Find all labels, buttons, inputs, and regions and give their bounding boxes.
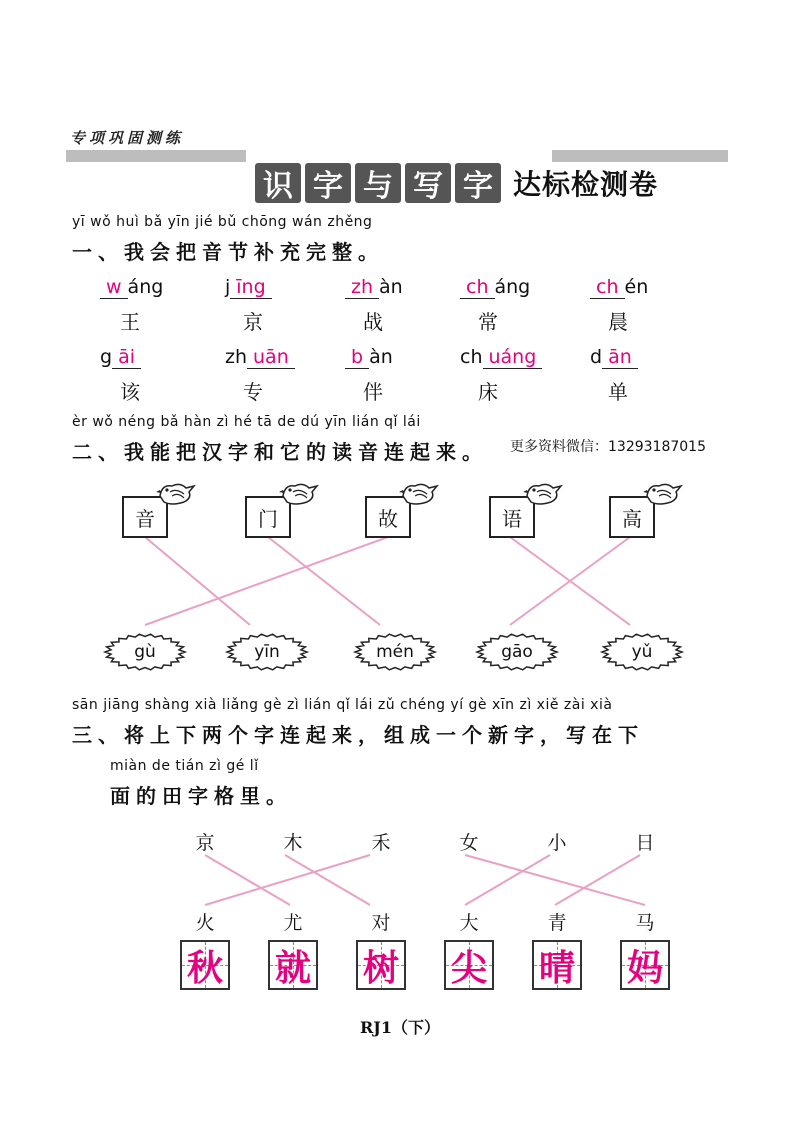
- bottom-char: 青: [547, 912, 567, 934]
- header-tag: 专项巩固测练: [70, 129, 185, 147]
- tianzige-cell: [444, 940, 494, 990]
- tianzige-cell: [356, 940, 406, 990]
- tianzige-cell: [180, 940, 230, 990]
- pinyin-cloud-label: gāo: [501, 642, 533, 662]
- bottom-char: 大: [459, 912, 479, 934]
- pinyin-cloud-label: mén: [376, 642, 414, 662]
- answer-char: 尖: [450, 946, 487, 989]
- section1-heading: 一、我会把音节补充完整。: [72, 240, 384, 264]
- bottom-char: 马: [635, 912, 655, 934]
- syllable-suffix: àn: [379, 276, 403, 298]
- answer-char: 妈: [626, 946, 663, 989]
- section2-heading: 二、我能把汉字和它的读音连起来。: [72, 440, 488, 464]
- syllable-answer: āi: [112, 346, 141, 369]
- item-hanzi: 晨: [608, 310, 628, 334]
- pinyin-cloud-label: yǔ: [631, 642, 653, 662]
- syllable-answer: uáng: [483, 346, 543, 369]
- top-char: 小: [547, 832, 567, 854]
- title-rest: 达标检测卷: [513, 168, 659, 201]
- line-yin: [145, 537, 250, 625]
- bird-icon: [156, 478, 196, 508]
- line-qiu: [205, 855, 370, 905]
- title-char: 与: [355, 163, 401, 203]
- line-men: [268, 537, 380, 625]
- syllable-prefix: ch: [460, 346, 483, 368]
- section3-heading2: 面的田字格里。: [110, 784, 292, 808]
- syllable-prefix: g: [100, 346, 113, 368]
- top-char: 女: [459, 832, 479, 854]
- hanzi-box: 音: [122, 496, 168, 538]
- answer-char: 树: [362, 946, 399, 989]
- syllable-answer: ch: [460, 276, 495, 299]
- bird-icon: [399, 478, 439, 508]
- syllable-answer: uān: [247, 346, 295, 369]
- answer-char: 就: [274, 946, 311, 989]
- hanzi-box: 故: [365, 496, 411, 538]
- top-char: 木: [283, 832, 303, 854]
- line-jian: [465, 855, 550, 905]
- tianzige-cell: [268, 940, 318, 990]
- line-jiu: [205, 855, 290, 905]
- item-hanzi: 专: [243, 380, 263, 404]
- syllable-prefix: zh: [225, 346, 248, 368]
- item-hanzi: 伴: [363, 380, 383, 404]
- section3-heading1: 三、将上下两个字连起来，组成一个新字，写在下: [72, 723, 644, 747]
- bird-icon: [523, 478, 563, 508]
- answer-char: 秋: [186, 946, 223, 989]
- top-char: 日: [635, 832, 655, 854]
- item-hanzi: 该: [120, 380, 140, 404]
- hanzi-box: 高: [609, 496, 655, 538]
- syllable-suffix: áng: [127, 276, 164, 298]
- syllable-answer: ch: [590, 276, 625, 299]
- page-footer: RJ1（下）: [359, 1018, 440, 1037]
- item-hanzi: 战: [363, 310, 383, 334]
- tianzige-cell: [532, 940, 582, 990]
- syllable-suffix: áng: [494, 276, 531, 298]
- bottom-char: 火: [195, 912, 215, 934]
- syllable-suffix: én: [624, 276, 649, 298]
- answer-char: 晴: [538, 946, 575, 989]
- syllable-answer: b: [345, 346, 369, 369]
- top-char: 禾: [371, 832, 391, 854]
- section1-pinyin: yī wǒ huì bǎ yīn jié bǔ chōng wán zhěng: [72, 214, 373, 230]
- title-char: 写: [405, 163, 451, 203]
- bird-icon: [643, 478, 683, 508]
- item-hanzi: 床: [478, 380, 498, 404]
- syllable-prefix: j: [225, 276, 231, 298]
- syllable-answer: zh: [345, 276, 379, 299]
- section3-pinyin1: sān jiāng shàng xià liǎng gè zì lián qǐ lái zǔ chéng yí gè xīn zì xiě zài xià: [72, 697, 613, 713]
- line-shu: [285, 855, 370, 905]
- section3-pinyin2: miàn de tián zì gé lǐ: [110, 758, 259, 774]
- pinyin-cloud-label: yīn: [254, 642, 280, 662]
- syllable-answer: ān: [602, 346, 638, 369]
- hanzi-box: 语: [489, 496, 535, 538]
- line-gu: [145, 537, 388, 625]
- title-char: 字: [455, 163, 501, 203]
- title-char: 识: [255, 163, 301, 203]
- item-hanzi: 单: [608, 380, 628, 404]
- line-ma: [465, 855, 645, 905]
- item-hanzi: 京: [243, 310, 263, 334]
- line-qing: [555, 855, 640, 905]
- item-hanzi: 王: [120, 310, 140, 334]
- syllable-prefix: d: [590, 346, 603, 368]
- item-hanzi: 常: [478, 310, 498, 334]
- title-char: 字: [305, 163, 351, 203]
- pinyin-cloud-label: gù: [134, 642, 156, 662]
- syllable-answer: w: [100, 276, 128, 299]
- wechat-contact: 更多资料微信：13293187015: [510, 439, 706, 455]
- bird-icon: [279, 478, 319, 508]
- tianzige-cell: [620, 940, 670, 990]
- hanzi-box: 门: [245, 496, 291, 538]
- top-char: 京: [195, 832, 215, 854]
- syllable-suffix: àn: [369, 346, 393, 368]
- bottom-char: 尤: [283, 912, 303, 934]
- section2-pinyin: èr wǒ néng bǎ hàn zì hé tā de dú yīn lián qǐ lái: [72, 414, 421, 430]
- bottom-char: 对: [371, 912, 391, 934]
- syllable-answer: īng: [230, 276, 271, 299]
